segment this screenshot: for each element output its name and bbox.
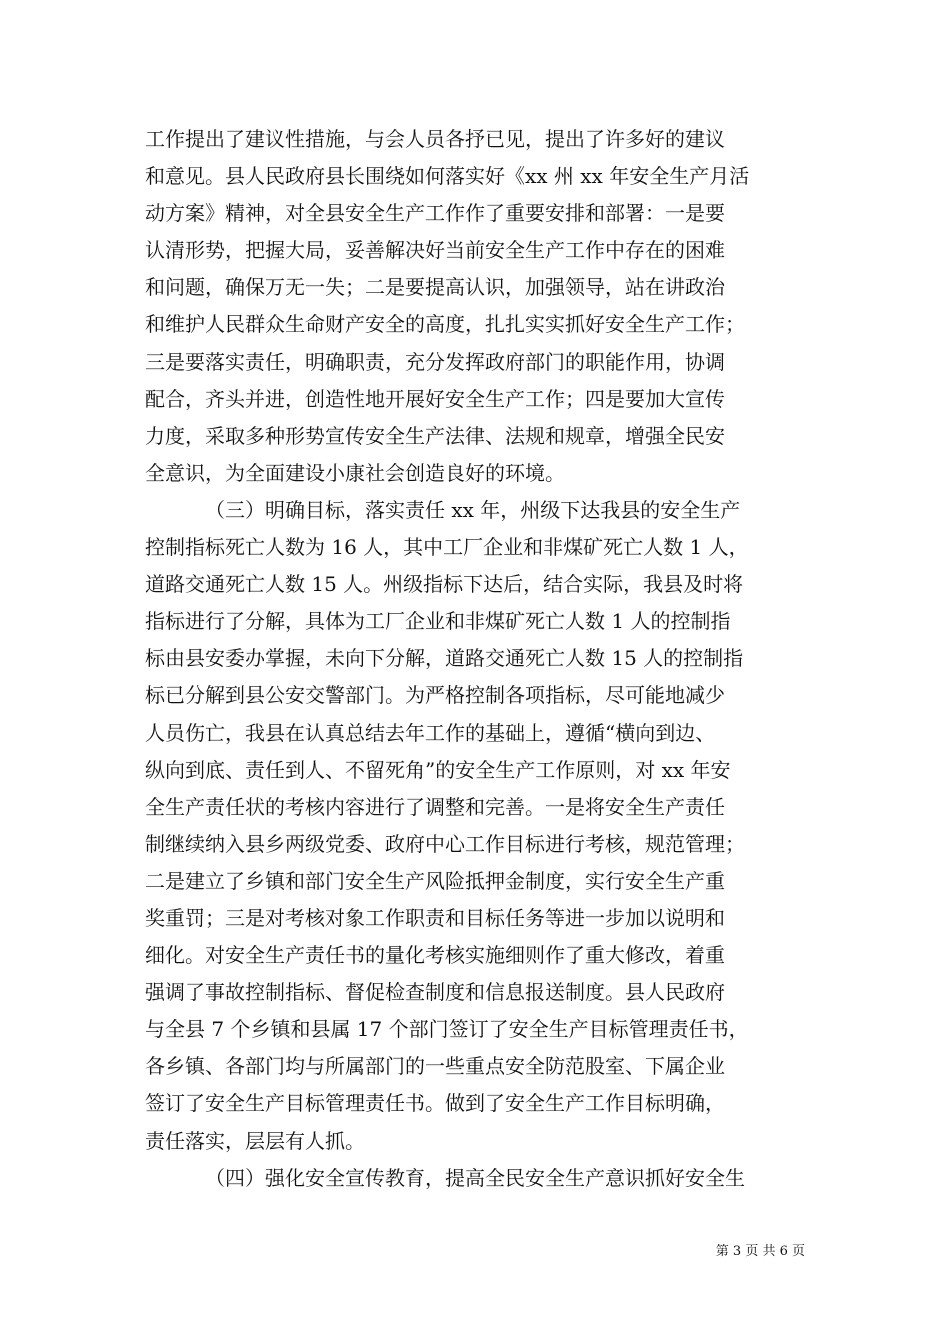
text-line: 和问题，确保万无一失；二是要提高认识，加强领导，站在讲政治 xyxy=(145,275,725,300)
text-line: 细化。对安全生产责任书的量化考核实施细则作了重大修改，着重 xyxy=(145,943,725,968)
text-line: 各乡镇、各部门均与所属部门的一些重点安全防范股室、下属企业 xyxy=(145,1054,725,1079)
text-line: 动方案》精神，对全县安全生产工作作了重要安排和部署：一是要 xyxy=(145,201,725,226)
text-line: 二是建立了乡镇和部门安全生产风险抵押金制度，实行安全生产重 xyxy=(145,868,725,893)
text-line: 道路交通死亡人数 15 人。州级指标下达后，结合实际，我县及时将 xyxy=(145,572,744,597)
text-line: （四）强化安全宣传教育，提高全民安全生产意识抓好安全生 xyxy=(205,1165,745,1190)
text-line: 人员伤亡，我县在认真总结去年工作的基础上，遵循“横向到边、 xyxy=(145,720,716,745)
text-line: 制继续纳入县乡两级党委、政府中心工作目标进行考核，规范管理； xyxy=(145,831,745,856)
text-line: 签订了安全生产目标管理责任书。做到了安全生产工作目标明确， xyxy=(145,1091,725,1116)
text-line: 全生产责任状的考核内容进行了调整和完善。一是将安全生产责任 xyxy=(145,794,725,819)
text-line: 工作提出了建议性措施，与会人员各抒已见，提出了许多好的建议 xyxy=(145,127,725,151)
text-line: 全意识，为全面建设小康社会创造良好的环境。 xyxy=(145,460,565,485)
text-line: 配合，齐头并进，创造性地开展好安全生产工作；四是要加大宣传 xyxy=(145,386,725,411)
body-text xyxy=(145,121,810,1197)
text-line: 控制指标死亡人数为 16 人，其中工厂企业和非煤矿死亡人数 1 人， xyxy=(145,535,749,560)
text-line: 奖重罚；三是对考核对象工作职责和目标任务等进一步加以说明和 xyxy=(145,905,725,930)
text-line: 责任落实，层层有人抓。 xyxy=(145,1128,365,1153)
text-line: 与全县 7 个乡镇和县属 17 个部门签订了安全生产目标管理责任书， xyxy=(145,1017,749,1042)
text-line: 标由县安委办掌握，未向下分解，道路交通死亡人数 15 人的控制指 xyxy=(145,646,744,671)
text-line: 纵向到底、责任到人、不留死角”的安全生产工作原则，对 xx 年安 xyxy=(145,757,731,782)
text-line: 和意见。县人民政府县长围绕如何落实好《xx 州 xx 年安全生产月活 xyxy=(145,164,750,189)
page-number: 第 3 页 共 6 页 xyxy=(715,1244,805,1259)
text-line: 力度，采取多种形势宣传安全生产法律、法规和规章，增强全民安 xyxy=(145,423,725,448)
text-line: 指标进行了分解，具体为工厂企业和非煤矿死亡人数 1 人的控制指 xyxy=(145,609,731,634)
text-line: 和维护人民群众生命财产安全的高度，扎扎实实抓好安全生产工作； xyxy=(145,312,745,337)
text-line: 标已分解到县公安交警部门。为严格控制各项指标，尽可能地减少 xyxy=(145,683,725,708)
text-line: 三是要落实责任，明确职责，充分发挥政府部门的职能作用，协调 xyxy=(145,349,725,374)
text-line: （三）明确目标，落实责任 xx 年，州级下达我县的安全生产 xyxy=(205,497,741,522)
text-line: 强调了事故控制指标、督促检查制度和信息报送制度。县人民政府 xyxy=(145,980,725,1005)
text-line: 认清形势，把握大局，妥善解决好当前安全生产工作中存在的困难 xyxy=(145,238,725,263)
